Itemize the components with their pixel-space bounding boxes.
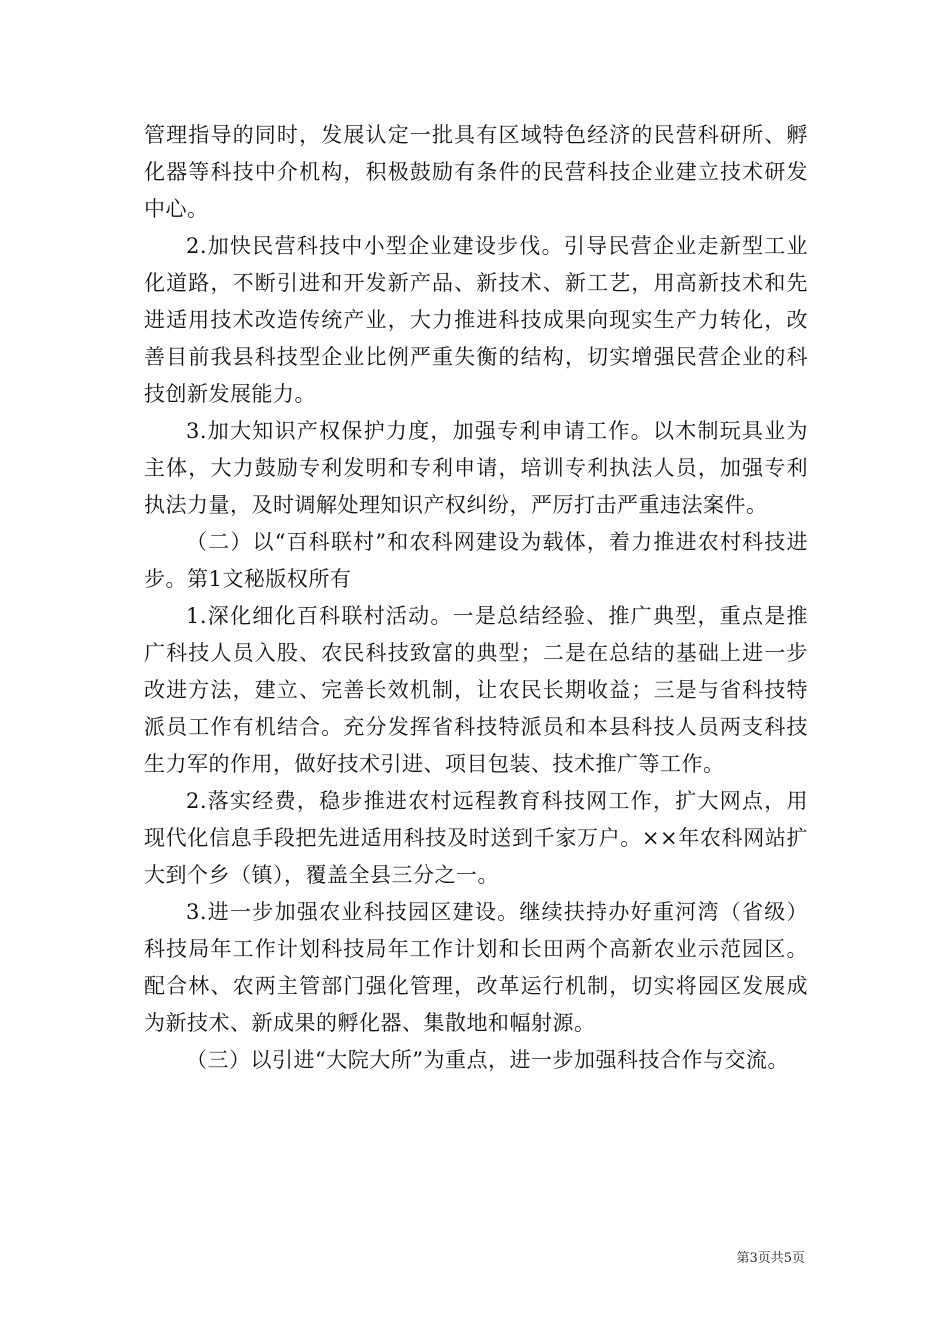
paragraph-item-2-private-tech: 2.加快民营科技中小型企业建设步伐。引导民营企业走新型工业化道路，不断引进和开发新产品、新技术、新工艺，用高新技术和先进适用技术改造传统产业，大力推进科技成果向现实生产力转化，改善目前我县科技型企业比例严重失衡的结构，切实增强民营企业的科技创新发展能力。	[144, 234, 808, 406]
paragraph-item-1-village-link: 1.深化细化百科联村活动。一是总结经验、推广典型，重点是推广科技人员入股、农民科技致富的典型；二是在总结的基础上进一步改进方法，建立、完善长效机制，让农民长期收益；三是与省科技特派员工作有机结合。充分发挥省科技特派员和本县科技人员两支科技生力军的作用，做好技术引进、项目包装、技术推广等工作。	[144, 604, 808, 776]
paragraph-item-3-tech-park: 3.进一步加强农业科技园区建设。继续扶持办好重河湾（省级）科技局年工作计划科技局年工作计划和长田两个高新农业示范园区。配合林、农两主管部门强化管理，改革运行机制，切实将园区发展成为新技术、新成果的孵化器、集散地和幅射源。	[144, 900, 808, 1035]
document-body	[144, 117, 808, 1079]
section-heading-3: （三）以引进“大院大所”为重点，进一步加强科技合作与交流。	[186, 1048, 789, 1072]
paragraph-item-3-ip-protection: 3.加大知识产权保护力度，加强专利申请工作。以木制玩具业为主体，大力鼓励专利发明和专利申请，培训专利执法人员，加强专利执法力量，及时调解处理知识产权纠纷，严厉打击严重违法案件。	[144, 419, 808, 517]
paragraph-continuation: 管理指导的同时，发展认定一批具有区域特色经济的民营科研所、孵化器等科技中介机构，积极鼓励有条件的民营科技企业建立技术研发中心。	[144, 123, 808, 221]
section-heading-2: （二）以“百科联村”和农科网建设为载体，着力推进农村科技进步。第1文秘版权所有	[144, 530, 808, 591]
paragraph-item-2-funding: 2.落实经费，稳步推进农村远程教育科技网工作，扩大网点，用现代化信息手段把先进适用科技及时送到千家万户。××年农科网站扩大到个乡（镇），覆盖全县三分之一。	[144, 789, 808, 887]
page-number: 第3页共5页	[736, 1251, 805, 1266]
